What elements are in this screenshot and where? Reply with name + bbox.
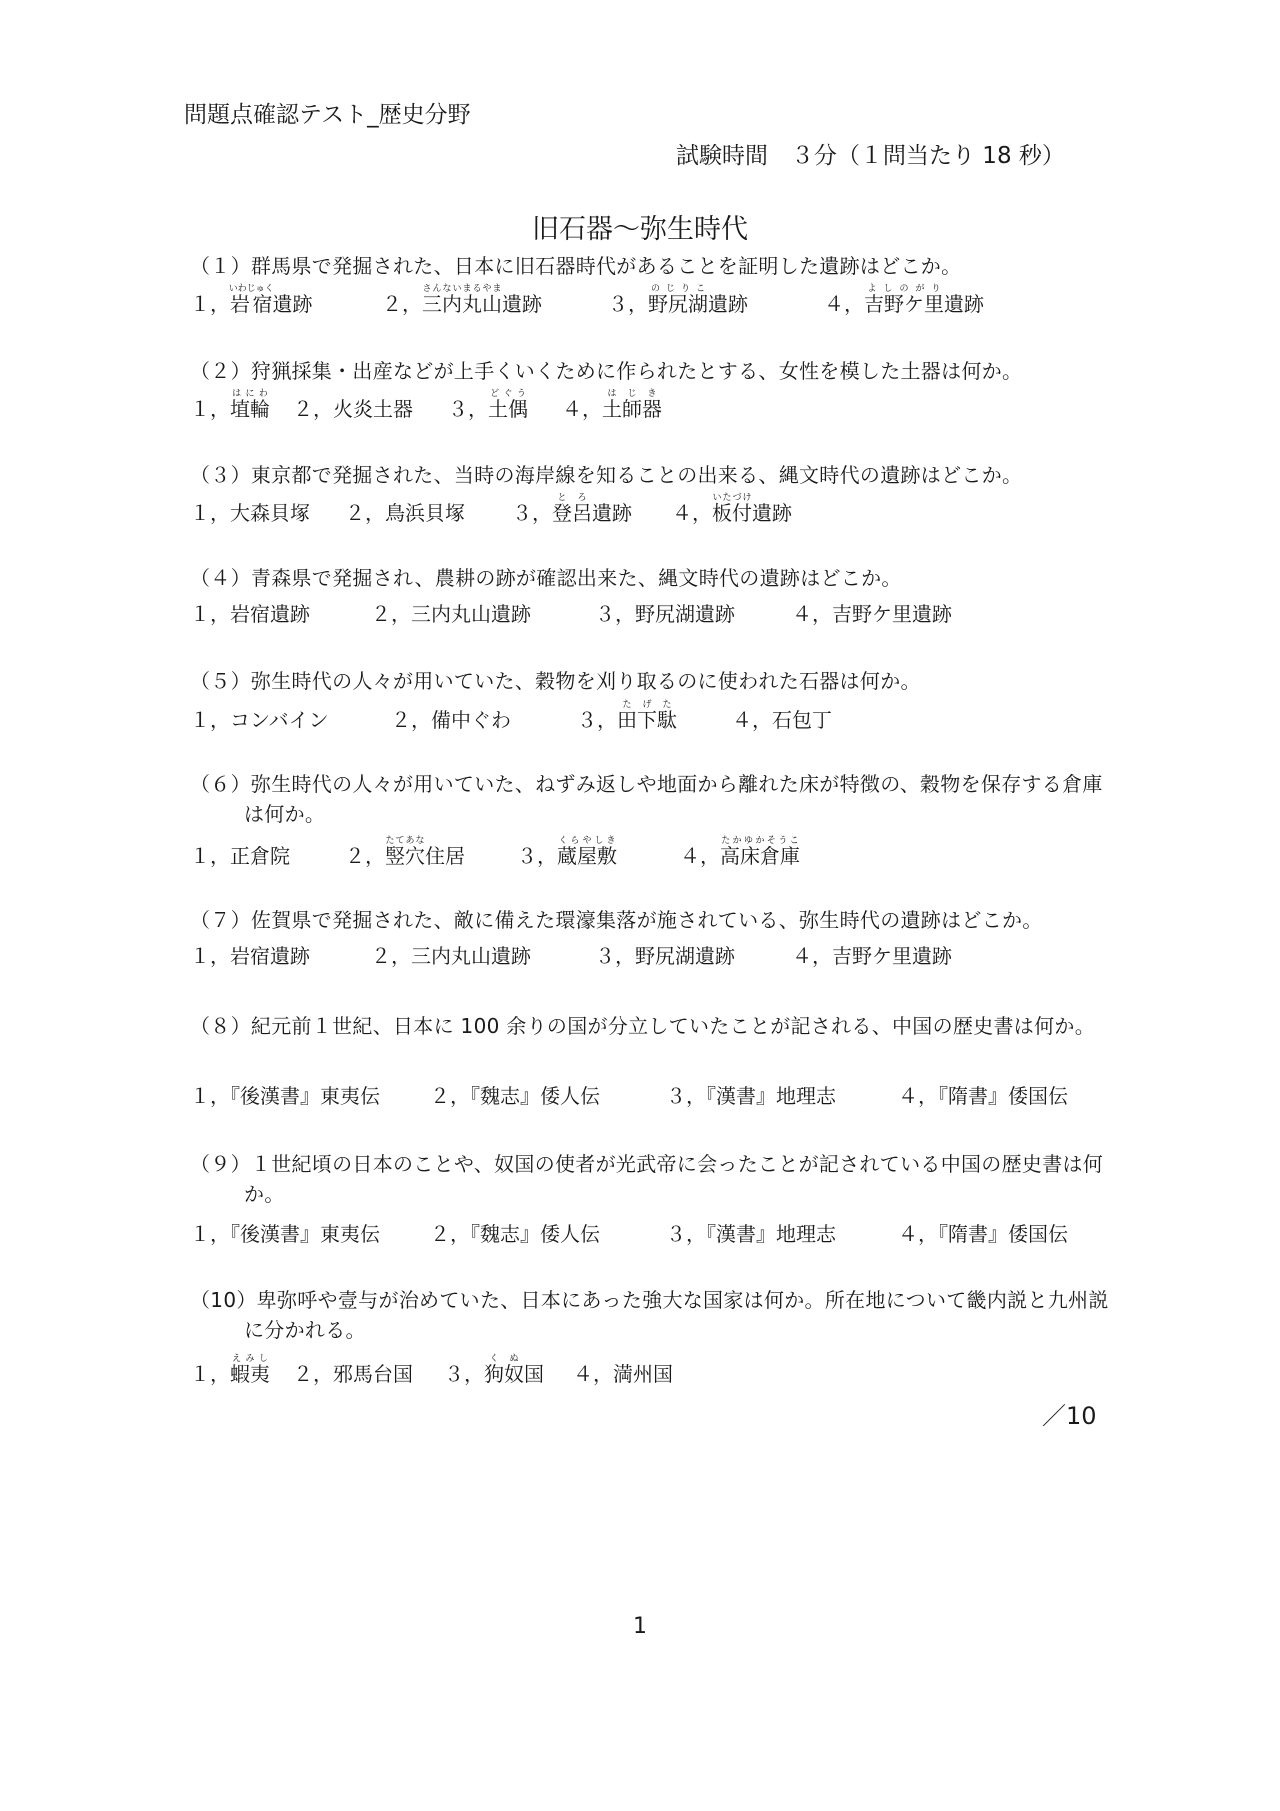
option-number: １， <box>190 292 230 316</box>
option-term: 『漢書』地理志 <box>706 1222 836 1246</box>
furigana: たかゆかそうこ <box>720 836 800 846</box>
page-number: 1 <box>633 1614 647 1639</box>
question-4 <box>190 563 1110 593</box>
furigana: たげた <box>617 700 677 710</box>
option[interactable] <box>293 393 448 422</box>
option-number: ３， <box>444 1362 484 1386</box>
option[interactable] <box>666 1080 898 1109</box>
question-2 <box>190 356 1110 386</box>
options-5 <box>190 700 832 733</box>
option-term: 吉野ケ里よしのがり <box>864 284 944 316</box>
question-text: （２）狩猟採集・出産などが上手くいくために作られたとする、女性を模した土器は何か。 <box>190 359 1023 383</box>
option-number: ２， <box>293 397 333 421</box>
option[interactable] <box>577 700 732 733</box>
option[interactable] <box>792 940 952 969</box>
option[interactable] <box>190 1080 430 1109</box>
option[interactable] <box>345 497 512 526</box>
option-term: 土偶どぐう <box>488 389 528 421</box>
option-term: 野尻湖のじりこ <box>648 284 708 316</box>
option-term: 高床倉庫たかゆかそうこ <box>720 836 800 868</box>
options-3 <box>190 493 792 526</box>
furigana: よしのがり <box>864 284 944 294</box>
option-number: ３， <box>512 501 552 525</box>
option-term: 邪馬台国 <box>333 1362 413 1386</box>
question-9 <box>190 1149 1110 1209</box>
option-term: 『後漢書』東夷伝 <box>230 1222 380 1246</box>
option[interactable] <box>898 1080 1068 1109</box>
furigana: たてあな <box>385 836 425 846</box>
option-number: １， <box>190 1222 230 1246</box>
exam-time: 試験時間 ３分（１問当たり 18 秒） <box>676 143 1065 169</box>
question-10 <box>190 1285 1110 1345</box>
option[interactable] <box>293 1358 444 1387</box>
option-term: 遺跡 <box>708 292 748 316</box>
option-term: 住居 <box>425 844 465 868</box>
question-text: （４）青森県で発掘され、農耕の跡が確認出来た、縄文時代の遺跡はどこか。 <box>190 566 902 590</box>
question-8 <box>190 1011 1110 1041</box>
option[interactable] <box>190 284 382 317</box>
furigana: くぬ <box>484 1354 524 1364</box>
option-term: 『魏志』倭人伝 <box>470 1222 600 1246</box>
option[interactable] <box>517 836 680 869</box>
option-number: ２， <box>430 1084 470 1108</box>
option[interactable] <box>448 389 562 422</box>
option[interactable] <box>680 836 800 869</box>
option[interactable] <box>430 1218 666 1247</box>
option-term: 狗奴くぬ <box>484 1354 524 1386</box>
option-term: 竪穴たてあな <box>385 836 425 868</box>
option-number: ２， <box>293 1362 333 1386</box>
options-8 <box>190 1080 1068 1109</box>
option-term: 遺跡 <box>944 292 984 316</box>
furigana: とろ <box>552 493 592 503</box>
option-number: １， <box>190 1362 230 1386</box>
option-term: 遺跡 <box>592 501 632 525</box>
option-number: ３， <box>595 602 635 626</box>
option[interactable] <box>666 1218 898 1247</box>
furigana: いわじゅく <box>228 284 274 294</box>
option-term: 土師器はじき <box>602 389 662 421</box>
option[interactable] <box>512 493 672 526</box>
option-number: １， <box>190 708 230 732</box>
option[interactable] <box>190 940 371 969</box>
option-number: ４， <box>573 1362 613 1386</box>
question-1 <box>190 251 1110 281</box>
furigana: えみし <box>230 1354 270 1364</box>
option-term: 田下駄たげた <box>617 700 677 732</box>
option-number: １， <box>190 844 230 868</box>
option-number: ２， <box>371 602 411 626</box>
question-7 <box>190 905 1110 935</box>
option[interactable] <box>190 704 391 733</box>
furigana: はにわ <box>230 389 270 399</box>
section-title: 旧石器～弥生時代 <box>532 214 748 245</box>
question-text: （８）紀元前１世紀、日本に 100 余りの国が分立していたことが記される、中国の歴史書は何か。 <box>190 1014 1095 1038</box>
option[interactable] <box>573 1358 673 1387</box>
score-box: ／10 <box>1042 1402 1097 1430</box>
option[interactable] <box>382 284 608 317</box>
option-term: 野尻湖遺跡 <box>635 602 735 626</box>
option-number: ４， <box>562 397 602 421</box>
test-title: 問題点確認テスト_歴史分野 <box>184 102 471 128</box>
question-5 <box>190 666 1110 696</box>
option-term: 蝦夷えみし <box>230 1354 270 1386</box>
option-number: ４， <box>792 602 832 626</box>
option[interactable] <box>190 840 345 869</box>
question-text: （３）東京都で発掘された、当時の海岸線を知ることの出来る、縄文時代の遺跡はどこか。 <box>190 463 1023 487</box>
question-6 <box>190 769 1110 829</box>
option-number: １， <box>190 501 230 525</box>
option[interactable] <box>190 389 293 422</box>
question-text: （９）１世紀頃の日本のことや、奴国の使者が光武帝に会ったことが記されている中国の歴史書は何か。 <box>190 1152 1104 1206</box>
option-number: １， <box>190 1084 230 1108</box>
options-2 <box>190 389 662 422</box>
option-term: 備中ぐわ <box>431 708 511 732</box>
option-number: ４， <box>898 1222 938 1246</box>
option-term: 『漢書』地理志 <box>706 1084 836 1108</box>
option-term: 『後漢書』東夷伝 <box>230 1084 380 1108</box>
option-term: 遺跡 <box>752 501 792 525</box>
furigana: はじき <box>602 389 662 399</box>
question-text: （１）群馬県で発掘された、日本に旧石器時代があることを証明した遺跡はどこか。 <box>190 254 962 278</box>
option-term: 『隋書』倭国伝 <box>938 1084 1068 1108</box>
options-4 <box>190 598 952 627</box>
option-term: 『魏志』倭人伝 <box>470 1084 600 1108</box>
option[interactable] <box>190 1354 293 1387</box>
option-term: 正倉院 <box>230 844 290 868</box>
option-number: ４， <box>680 844 720 868</box>
option-term: 野尻湖遺跡 <box>635 944 735 968</box>
option[interactable] <box>371 940 595 969</box>
question-text: （５）弥生時代の人々が用いていた、穀物を刈り取るのに使われた石器は何か。 <box>190 669 921 693</box>
option[interactable] <box>430 1080 666 1109</box>
option[interactable] <box>345 836 517 869</box>
option-number: ３， <box>517 844 557 868</box>
options-9 <box>190 1218 1068 1247</box>
question-text: （６）弥生時代の人々が用いていた、ねずみ返しや地面から離れた床が特徴の、穀物を保存する倉庫は何か。 <box>190 772 1103 826</box>
option-term: 三内丸山遺跡 <box>411 944 531 968</box>
option[interactable] <box>824 284 984 317</box>
option-number: ２， <box>391 708 431 732</box>
option[interactable] <box>898 1218 1068 1247</box>
option[interactable] <box>190 1218 430 1247</box>
options-10 <box>190 1354 673 1387</box>
option-term: 岩宿遺跡 <box>230 602 310 626</box>
option-number: ３， <box>608 292 648 316</box>
option[interactable] <box>444 1354 573 1387</box>
option[interactable] <box>608 284 824 317</box>
option-number: １， <box>190 944 230 968</box>
option-term: コンバイン <box>230 708 329 732</box>
option[interactable] <box>391 704 577 733</box>
option[interactable] <box>732 704 832 733</box>
option-term: 板付いたづけ <box>712 493 752 525</box>
option-term: 遺跡 <box>272 292 313 316</box>
furigana: いたづけ <box>712 493 752 503</box>
question-text: （10）卑弥呼や壹与が治めていた、日本にあった強大な国家は何か。所在地について畿内説と九州説に分かれる。 <box>190 1288 1109 1342</box>
option[interactable] <box>190 598 371 627</box>
option-term: 蔵屋敷くらやしき <box>557 836 617 868</box>
option-number: ２， <box>382 292 422 316</box>
options-1 <box>190 284 984 317</box>
option-term: 三内丸山遺跡 <box>411 602 531 626</box>
option-number: ３， <box>595 944 635 968</box>
option-number: １， <box>190 397 230 421</box>
option[interactable] <box>792 598 952 627</box>
option[interactable] <box>595 598 792 627</box>
option[interactable] <box>672 493 792 526</box>
option[interactable] <box>562 389 662 422</box>
question-3 <box>190 460 1110 490</box>
option[interactable] <box>371 598 595 627</box>
option-term: 鳥浜貝塚 <box>385 501 465 525</box>
option-term: 埴輪はにわ <box>230 389 270 421</box>
option-number: ４， <box>824 292 864 316</box>
option-term: 国 <box>524 1362 544 1386</box>
option-number: ３， <box>666 1222 706 1246</box>
option[interactable] <box>595 940 792 969</box>
option-number: ４， <box>732 708 772 732</box>
furigana: くらやしき <box>557 836 617 846</box>
option-term: 吉野ケ里遺跡 <box>832 602 952 626</box>
option-number: ４， <box>792 944 832 968</box>
furigana: のじりこ <box>648 284 708 294</box>
furigana: どぐう <box>488 389 528 399</box>
option-number: ２， <box>345 844 385 868</box>
option-number: ２， <box>345 501 385 525</box>
option-number: ４， <box>898 1084 938 1108</box>
option-number: ２， <box>371 944 411 968</box>
option-number: ３， <box>666 1084 706 1108</box>
option-term: 火炎土器 <box>333 397 413 421</box>
furigana: さんないまるやま <box>422 284 502 294</box>
option-term: 吉野ケ里遺跡 <box>832 944 952 968</box>
option-number: １， <box>190 602 230 626</box>
option-term: 岩宿遺跡 <box>230 944 310 968</box>
options-7 <box>190 940 952 969</box>
options-6 <box>190 836 800 869</box>
question-text: （７）佐賀県で発掘された、敵に備えた環濠集落が施されている、弥生時代の遺跡はどこか。 <box>190 908 1043 932</box>
option-term: 『隋書』倭国伝 <box>938 1222 1068 1246</box>
option-term: 登呂とろ <box>552 493 592 525</box>
option-number: ３， <box>448 397 488 421</box>
option-number: ４， <box>672 501 712 525</box>
option-number: ２， <box>430 1222 470 1246</box>
option-term: 三内丸山さんないまるやま <box>422 284 502 316</box>
option-term: 石包丁 <box>772 708 832 732</box>
option[interactable] <box>190 497 345 526</box>
option-term: 遺跡 <box>502 292 542 316</box>
option-number: ３， <box>577 708 617 732</box>
option-term: 岩宿いわじゅく <box>228 284 274 316</box>
option-term: 満州国 <box>613 1362 673 1386</box>
option-term: 大森貝塚 <box>230 501 310 525</box>
